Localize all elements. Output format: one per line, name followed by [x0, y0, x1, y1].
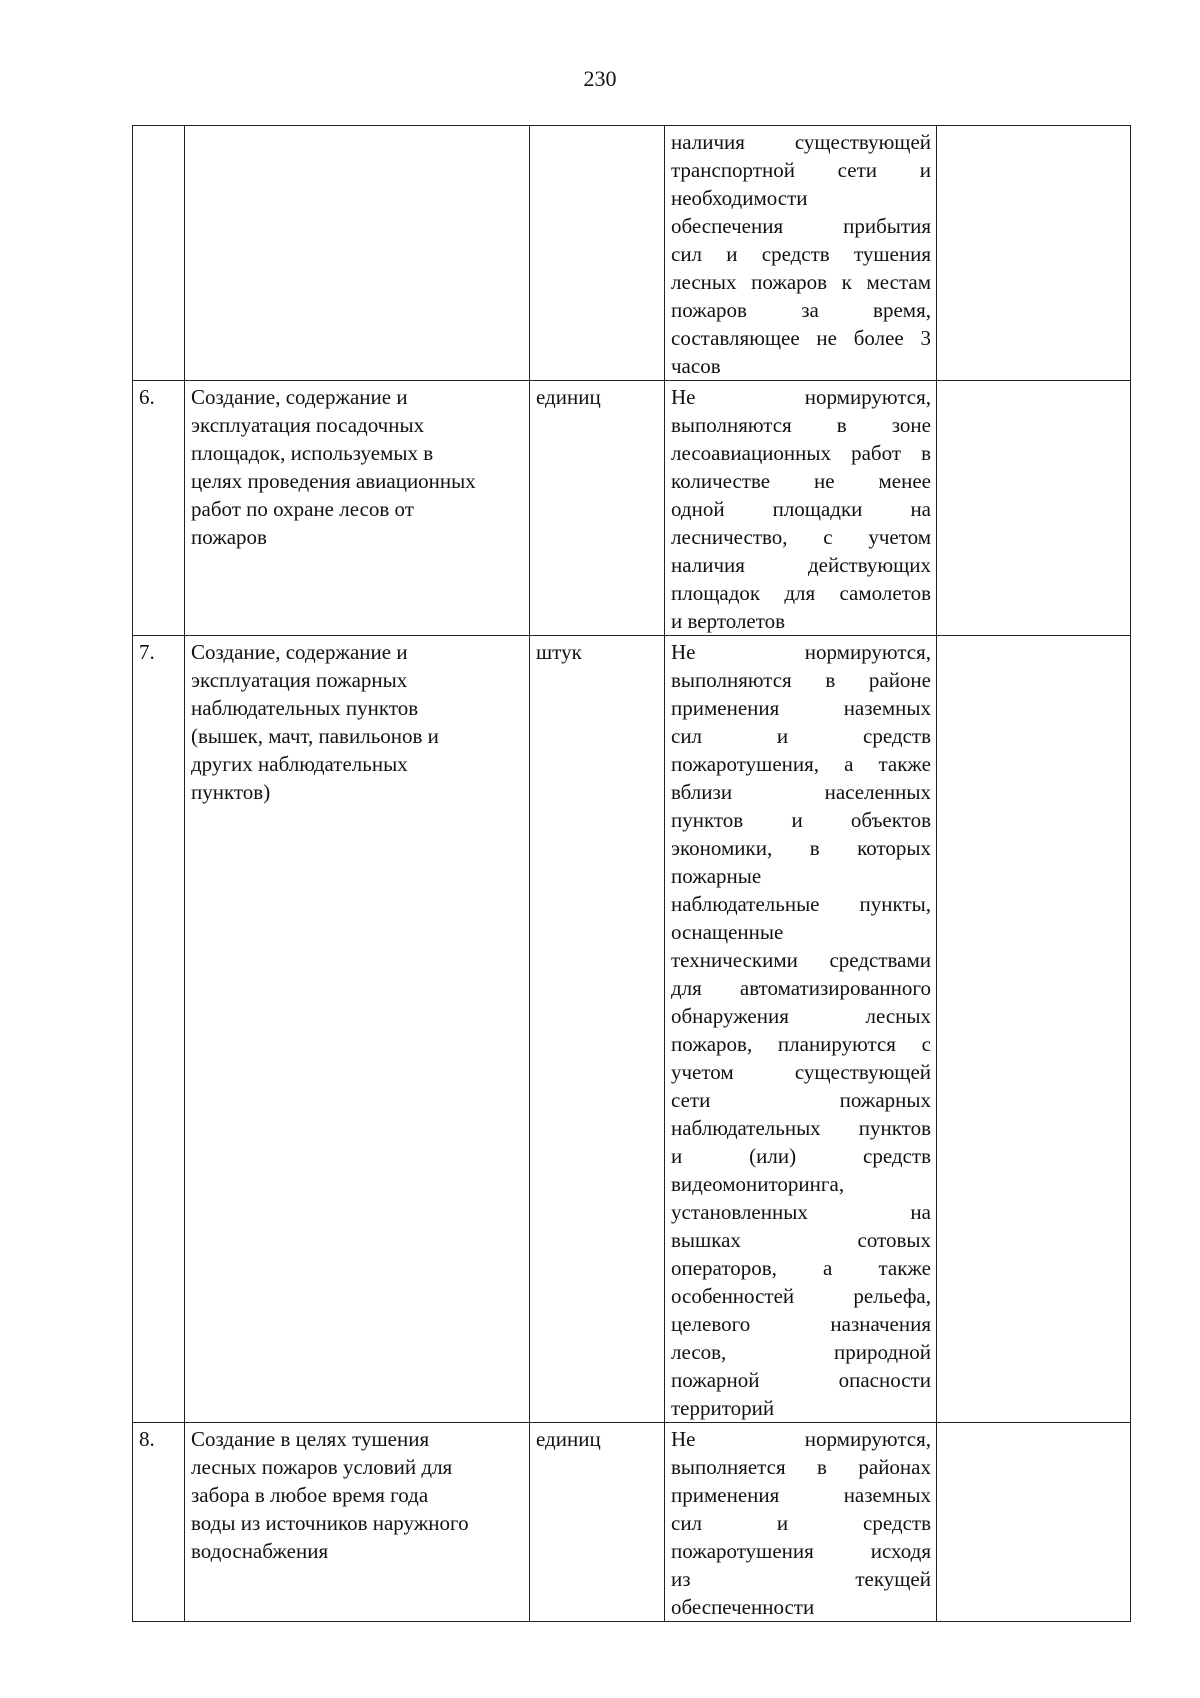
table-row [133, 636, 1131, 1423]
row-number-cell: 7. [133, 636, 185, 1423]
norm-line: Не нормируются, [671, 1427, 931, 1451]
norm-line: одной площадки на [671, 497, 931, 521]
row-number-cell: 6. [133, 381, 185, 636]
measure-name-cell [185, 1423, 530, 1622]
norm-cell [665, 126, 937, 381]
norm-line: сил и средств тушения [671, 242, 931, 266]
measure-name-line: лесных пожаров условий для [191, 1455, 453, 1479]
table-row [133, 126, 1131, 381]
norm-line: особенностей рельефа, [671, 1284, 931, 1308]
measure-name-line: эксплуатация пожарных [191, 668, 408, 692]
norm-line: и (или) средств [671, 1144, 931, 1168]
norm-line: часов [671, 354, 721, 378]
norm-line: оснащенные [671, 920, 784, 944]
measures-table [132, 125, 1131, 1622]
measure-name-line: других наблюдательных [191, 752, 408, 776]
note-cell [937, 381, 1131, 636]
norm-line: пунктов и объектов [671, 808, 931, 832]
norm-line: необходимости [671, 186, 808, 210]
norm-line: установленных на [671, 1200, 931, 1224]
norm-line: выполняется в районах [671, 1455, 931, 1479]
norm-line: для автоматизированного [671, 976, 931, 1000]
row-number-cell: 8. [133, 1423, 185, 1622]
norm-line: и вертолетов [671, 609, 786, 633]
norm-line: пожарные [671, 864, 762, 888]
norm-line: лесов, природной [671, 1340, 931, 1364]
norm-line: наличия существующей [671, 130, 931, 154]
measure-name-line: Создание, содержание и [191, 385, 408, 409]
unit-cell [530, 126, 665, 381]
norm-cell [665, 381, 937, 636]
norm-line: выполняются в районе [671, 668, 931, 692]
measure-name-cell [185, 126, 530, 381]
measure-name-cell [185, 381, 530, 636]
table-row [133, 1423, 1131, 1622]
norm-line: техническими средствами [671, 948, 931, 972]
norm-line: сил и средств [671, 724, 931, 748]
norm-line: лесоавиационных работ в [671, 441, 931, 465]
measure-name-line: пунктов) [191, 780, 271, 804]
norm-line: применения наземных [671, 696, 931, 720]
row-number-cell [133, 126, 185, 381]
norm-line: сети пожарных [671, 1088, 931, 1112]
measure-name-line: Создание в целях тушения [191, 1427, 430, 1451]
unit-cell: единиц [530, 1423, 665, 1622]
measure-name-line: водоснабжения [191, 1539, 329, 1563]
measure-name-line: (вышек, мачт, павильонов и [191, 724, 439, 748]
norm-line: транспортной сети и [671, 158, 931, 182]
norm-line: наблюдательных пунктов [671, 1116, 931, 1140]
note-cell [937, 126, 1131, 381]
norm-line: из текущей [671, 1567, 931, 1591]
norm-line: видеомониторинга, [671, 1172, 845, 1196]
measure-name-line: площадок, используемых в [191, 441, 434, 465]
norm-cell [665, 1423, 937, 1622]
norm-line: вышках сотовых [671, 1228, 931, 1252]
norm-line: пожарной опасности [671, 1368, 931, 1392]
page-number: 230 [583, 66, 617, 91]
table-row [133, 381, 1131, 636]
measure-name-line: воды из источников наружного [191, 1511, 469, 1535]
measure-name-line: целях проведения авиационных [191, 469, 476, 493]
norm-line: территорий [671, 1396, 775, 1420]
measure-name-line: пожаров [191, 525, 267, 549]
measure-name-line: наблюдательных пунктов [191, 696, 419, 720]
norm-line: вблизи населенных [671, 780, 931, 804]
norm-line: лесных пожаров к местам [671, 270, 931, 294]
norm-line: целевого назначения [671, 1312, 931, 1336]
measure-name-line: забора в любое время года [191, 1483, 429, 1507]
norm-line: наблюдательные пункты, [671, 892, 931, 916]
measure-name-cell [185, 636, 530, 1423]
norm-line: выполняются в зоне [671, 413, 931, 437]
norm-line: обнаружения лесных [671, 1004, 931, 1028]
norm-line: сил и средств [671, 1511, 931, 1535]
measure-name-line: работ по охране лесов от [191, 497, 414, 521]
table-body [133, 126, 1131, 1622]
norm-line: пожаров, планируются с [671, 1032, 931, 1056]
measure-name-line: Создание, содержание и [191, 640, 408, 664]
measure-name-line: эксплуатация посадочных [191, 413, 425, 437]
norm-line: применения наземных [671, 1483, 931, 1507]
norm-line: пожаротушения исходя [671, 1539, 931, 1563]
norm-line: учетом существующей [671, 1060, 931, 1084]
norm-line: операторов, а также [671, 1256, 931, 1280]
norm-line: Не нормируются, [671, 385, 931, 409]
norm-line: площадок для самолетов [671, 581, 931, 605]
norm-line: Не нормируются, [671, 640, 931, 664]
norm-line: пожаров за время, [671, 298, 931, 322]
norm-line: наличия действующих [671, 553, 931, 577]
norm-line: пожаротушения, а также [671, 752, 931, 776]
norm-cell [665, 636, 937, 1423]
norm-line: количестве не менее [671, 469, 931, 493]
norm-line: составляющее не более 3 [671, 326, 931, 350]
unit-cell: штук [530, 636, 665, 1423]
norm-line: лесничество, с учетом [671, 525, 931, 549]
norm-line: обеспечения прибытия [671, 214, 931, 238]
note-cell [937, 636, 1131, 1423]
note-cell [937, 1423, 1131, 1622]
norm-line: обеспеченности [671, 1595, 815, 1619]
norm-line: экономики, в которых [671, 836, 931, 860]
unit-cell: единиц [530, 381, 665, 636]
